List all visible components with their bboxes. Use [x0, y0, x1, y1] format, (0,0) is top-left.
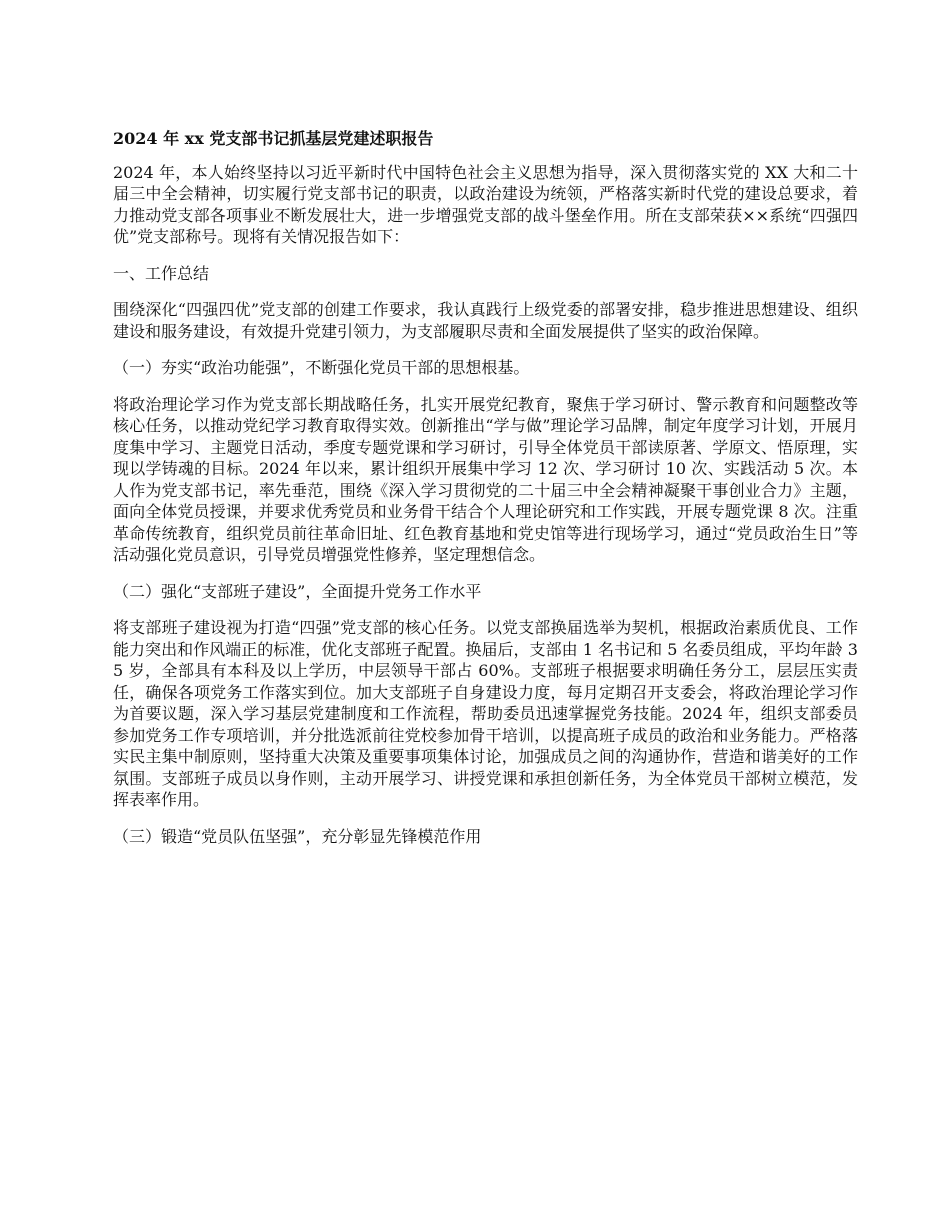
- intro-paragraph: 2024 年，本人始终坚持以习近平新时代中国特色社会主义思想为指导，深入贯彻落实党的 XX 大和二十届三中全会精神，切实履行党支部书记的职责，以政治建设为统领，严格落实新时代党的建设总要求，着力推动党支部各项事业不断发展壮大，进一步增强党支部的战斗堡垒作用。所在支部荣获××系统“四强四优”党支部称号。现将有关情况报告如下：: [113, 162, 858, 246]
- section-heading-work-summary: 一、工作总结: [113, 263, 210, 283]
- section-summary-paragraph: 围绕深化“四强四优”党支部的创建工作要求，我认真践行上级党委的部署安排，稳步推进思想建设、组织建设和服务建设，有效提升党建引领力，为支部履职尽责和全面发展提供了坚实的政治保障。: [113, 300, 858, 341]
- subsection-heading-2: （二）强化“支部班子建设”，全面提升党务工作水平: [113, 581, 482, 601]
- subsection-heading-3: （三）锻造“党员队伍坚强”，充分彰显先锋模范作用: [113, 826, 482, 846]
- document-title: 2024 年 xx 党支部书记抓基层党建述职报告: [113, 129, 434, 148]
- subsection-body-2: 将支部班子建设视为打造“四强”党支部的核心任务。以党支部换届选举为契机，根据政治素质优良、工作能力突出和作风端正的标准，优化支部班子配置。换届后，支部由 1 名书记和 5 名委员组成，平均年龄 35 岁，全部具有本科及以上学历，中层领导干部占 60%。支部班子根据要求明确任务分工，层层压实责任，确保各项党务工作落实到位。加大支部班子自身建设力度，每月定期召开支委会，将政治理论学习作为首要议题，深入学习基层党建制度和工作流程，帮助委员迅速掌握党务技能。2024 年，组织支部委员参加党务工作专项培训，并分批选派前往党校参加骨干培训，以提高班子成员的政治和业务能力。严格落实民主集中制原则，坚持重大决策及重要事项集体讨论，加强成员之间的沟通协作，营造和谐美好的工作氛围。支部班子成员以身作则，主动开展学习、讲授党课和承担创新任务，为全体党员干部树立模范，发挥表率作用。: [113, 618, 858, 809]
- document-page: [113, 128, 858, 862]
- subsection-heading-1: （一）夯实“政治功能强”，不断强化党员干部的思想根基。: [113, 358, 530, 377]
- subsection-body-1: 将政治理论学习作为党支部长期战略任务，扎实开展党纪教育，聚焦于学习研讨、警示教育和问题整改等核心任务，以推动党纪学习教育取得实效。创新推出“学与做”理论学习品牌，制定年度学习计划，开展月度集中学习、主题党日活动，季度专题党课和学习研讨，引导全体党员干部读原著、学原文、悟原理，实现以学铸魂的目标。2024 年以来，累计组织开展集中学习 12 次、学习研讨 10 次、实践活动 5 次。本人作为党支部书记，率先垂范，围绕《深入学习贯彻党的二十届三中全会精神凝聚干事创业合力》主题，面向全体党员授课，并要求优秀党员和业务骨干结合个人理论研究和工作实践，开展专题党课 8 次。注重革命传统教育，组织党员前往革命旧址、红色教育基地和党史馆等进行现场学习，通过“党员政治生日”等活动强化党员意识，引导党员增强党性修养，坚定理想信念。: [113, 394, 858, 564]
